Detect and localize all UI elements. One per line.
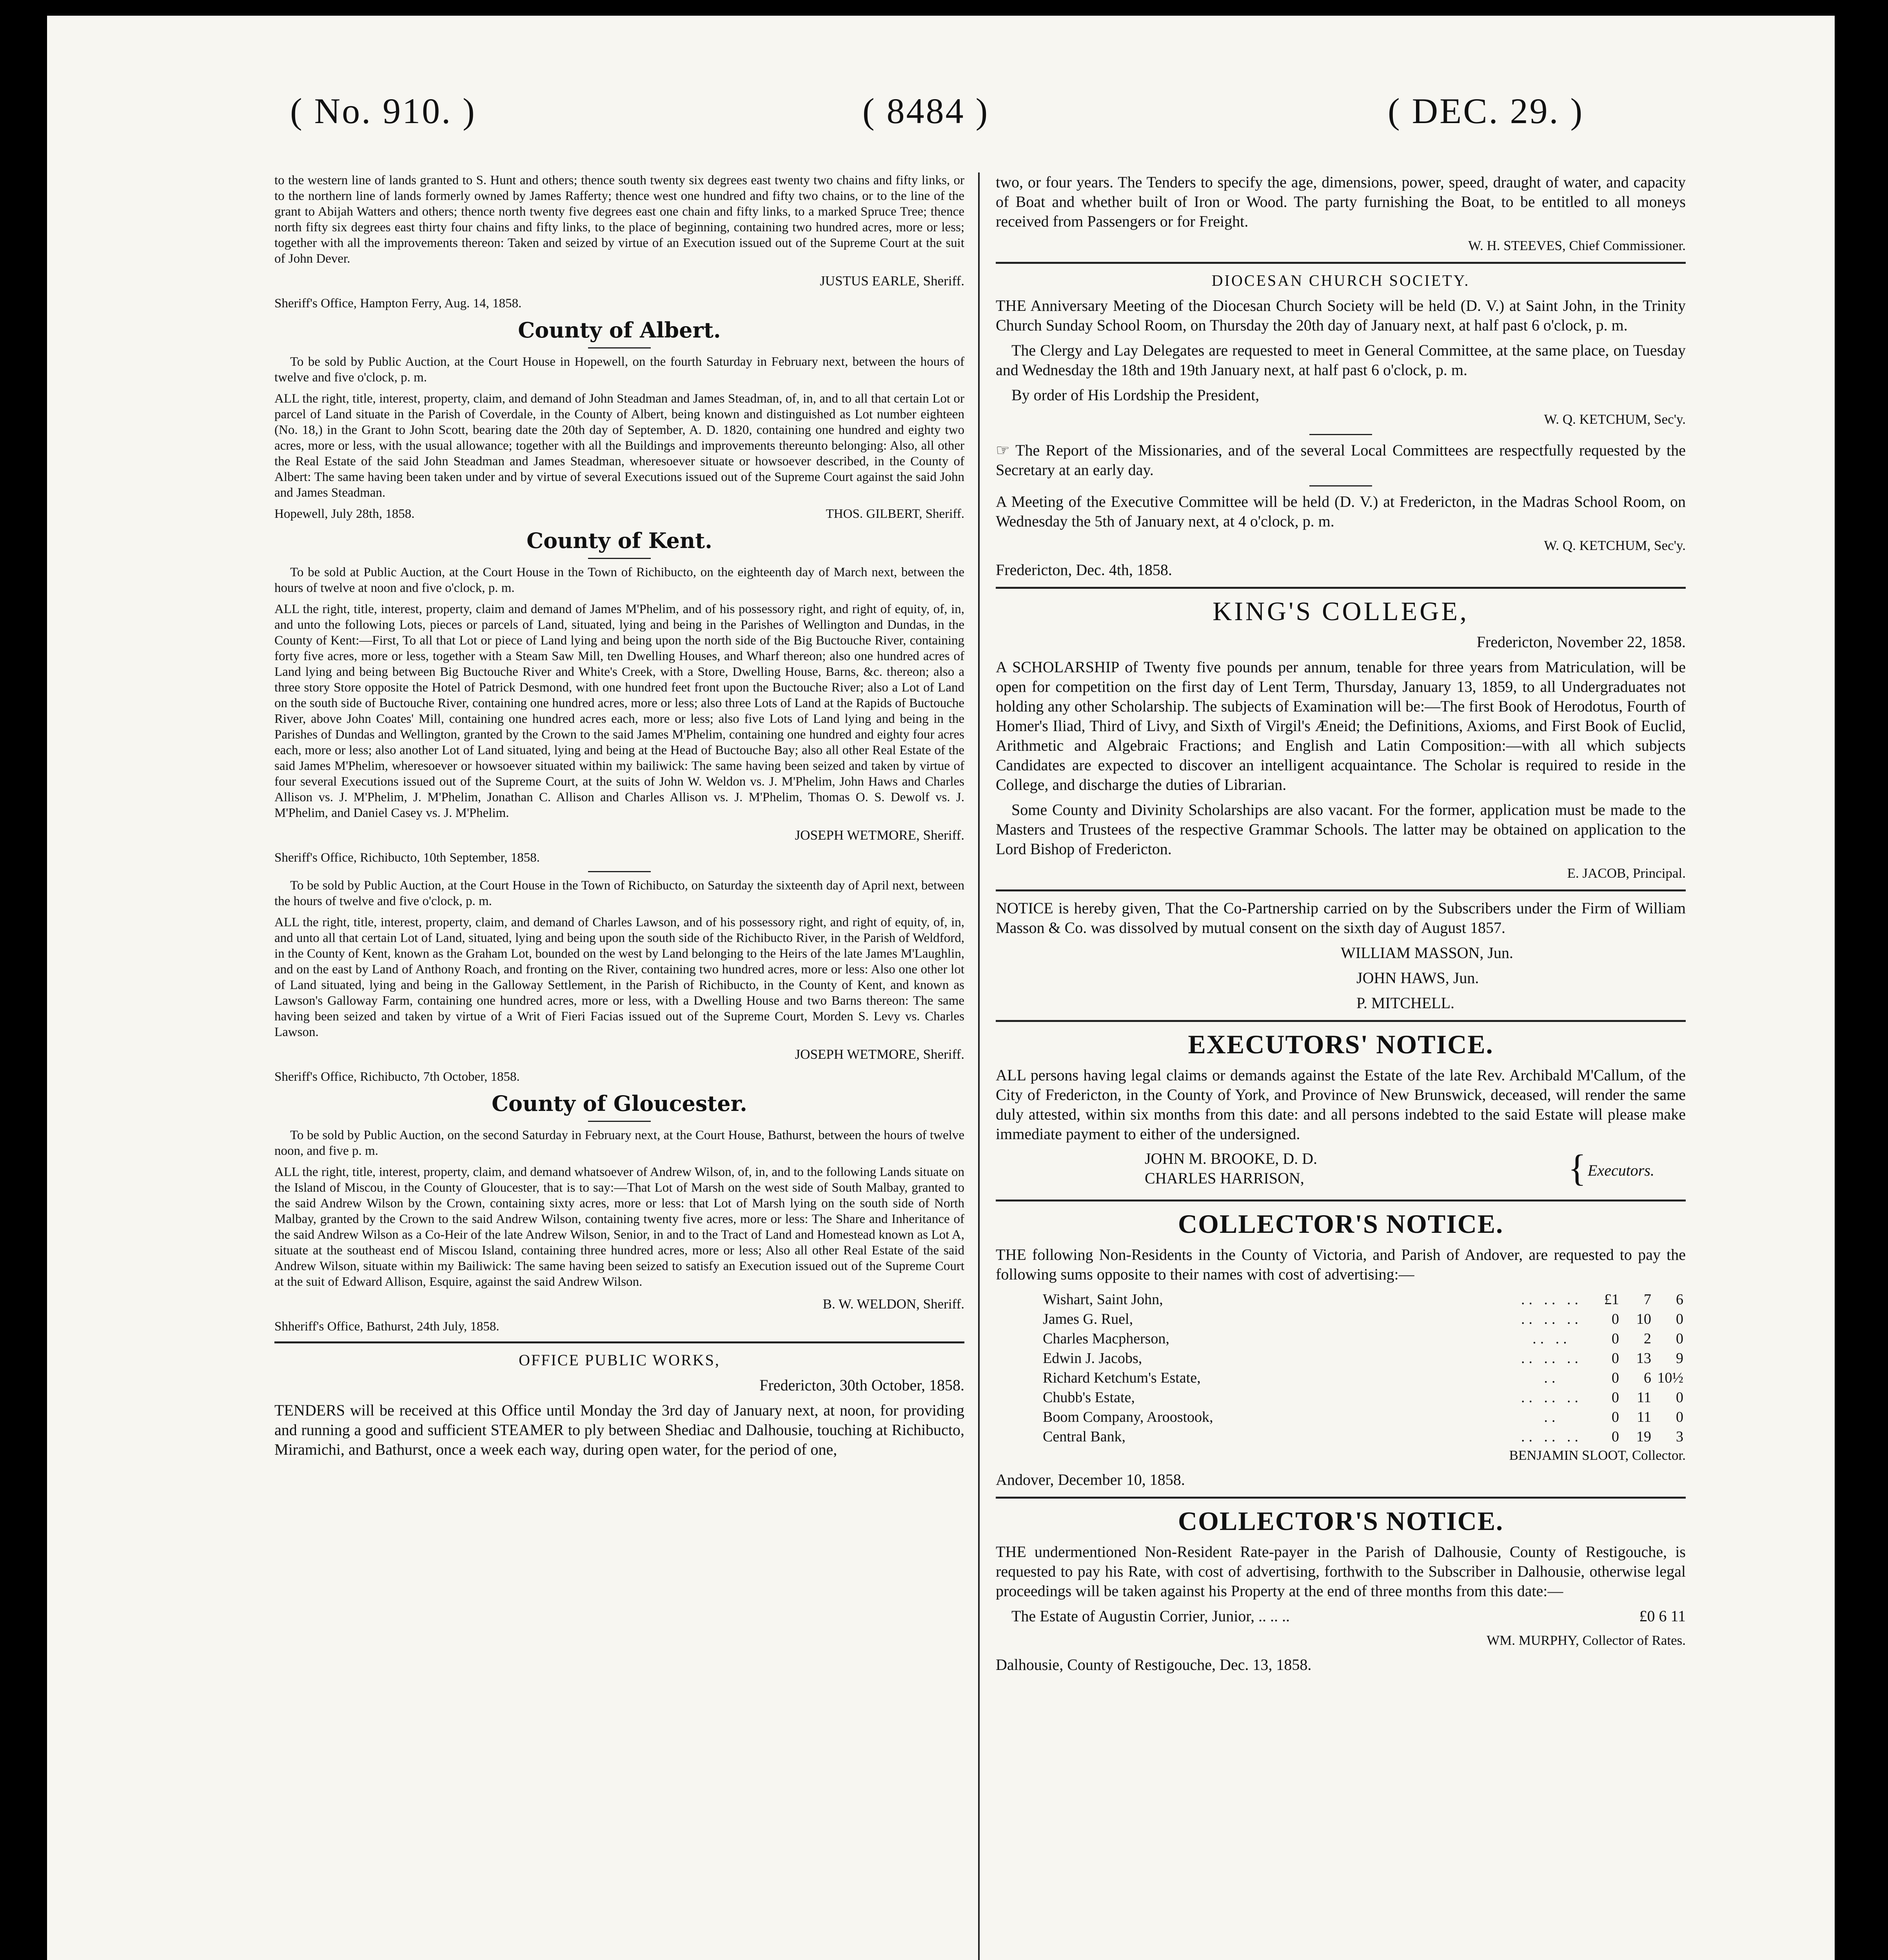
- kent1-date: Sheriff's Office, Richibucto, 10th September, 1858.: [274, 851, 540, 865]
- row-pounds: 0: [1612, 1428, 1619, 1445]
- notice-rule: [1309, 434, 1372, 435]
- albert-heading: County of Albert.: [518, 318, 721, 343]
- row-shillings: 6: [1644, 1370, 1651, 1386]
- kent1-signer: JOSEPH WETMORE, Sheriff.: [795, 828, 964, 843]
- row-pounds: 0: [1612, 1350, 1619, 1367]
- row-name: Wishart, Saint John,: [1043, 1291, 1163, 1308]
- kent1-lead: To be sold at Public Auction, at the Court House in the Town of Richibucto, on the eighteenth day of March next, between the hours of twelve at noon and five o'clock, p. m.: [274, 565, 964, 595]
- kings-college-date: Fredericton, November 22, 1858.: [1476, 633, 1686, 651]
- row-pence: 0: [1676, 1330, 1683, 1347]
- collector2-item: The Estate of Augustin Corrier, Junior, .. .. .. £0 6 11: [1011, 1607, 1686, 1625]
- collector1-date: Andover, December 10, 1858.: [996, 1471, 1185, 1488]
- gloucester-signer: B. W. WELDON, Sheriff.: [822, 1296, 964, 1312]
- executor-1: JOHN M. BROOKE, D. D.: [1145, 1150, 1318, 1167]
- intro-signer: JUSTUS EARLE, Sheriff.: [820, 273, 964, 289]
- opw-title: OFFICE PUBLIC WORKS,: [519, 1351, 720, 1369]
- row-pounds: 0: [1612, 1389, 1619, 1406]
- section-rule: [996, 889, 1686, 891]
- section-rule: [996, 1497, 1686, 1499]
- row-name: Central Bank,: [1043, 1428, 1126, 1445]
- gloucester-lead: To be sold by Public Auction, on the second Saturday in February next, at the Court House, Bathurst, between the hours of twelve noon, and five p. m.: [274, 1128, 964, 1158]
- collector2-heading: COLLECTOR'S NOTICE.: [1178, 1506, 1504, 1536]
- row-pence: 0: [1676, 1409, 1683, 1425]
- dcs-date: Fredericton, Dec. 4th, 1858.: [996, 561, 1172, 579]
- partnership-signer-2: JOHN HAWS, Jun.: [1356, 969, 1479, 987]
- row-pence: 0: [1676, 1389, 1683, 1406]
- section-rule: [274, 1341, 964, 1343]
- row-name: Richard Ketchum's Estate,: [1043, 1370, 1201, 1386]
- table-row: [996, 1290, 1686, 1309]
- collector2-body: THE undermentioned Non-Resident Rate-payer in the Parish of Dalhousie, County of Restigouche, is requested to pay his Rate, with cost of advertising, forthwith to the Subscriber in Dalhousie, otherwise legal proceedings will be taken against his Property at the end of three months from this date:—: [996, 1543, 1686, 1600]
- row-pounds: 0: [1612, 1409, 1619, 1425]
- opw-date: Fredericton, 30th October, 1858.: [759, 1376, 964, 1394]
- column-divider: [978, 172, 980, 1960]
- collector2-date: Dalhousie, County of Restigouche, Dec. 13, 1858.: [996, 1656, 1312, 1673]
- issue-date: ( DEC. 29. ): [1388, 91, 1584, 131]
- collector2-signer: WM. MURPHY, Collector of Rates.: [1487, 1633, 1686, 1648]
- notice-rule: [1309, 485, 1372, 486]
- kent-heading: County of Kent.: [526, 528, 712, 553]
- section-rule: [996, 1020, 1686, 1022]
- row-shillings: 2: [1644, 1330, 1651, 1347]
- gloucester-date: Shheriff's Office, Bathurst, 24th July, 1858.: [274, 1319, 499, 1334]
- row-name: Boom Company, Aroostook,: [1043, 1409, 1213, 1425]
- executors-body: ALL persons having legal claims or demands against the Estate of the late Rev. Archibald M'Callum, of the City of Fredericton, in the County of York, and Province of New Brunswick, deceased, will render the same duly attested, within six months from this date: and all persons indebted to the said Estate will please make immediate payment to either of the undersigned.: [996, 1066, 1686, 1143]
- left-column: [274, 172, 964, 1465]
- row-dots: ..: [1544, 1370, 1559, 1386]
- row-name: Edwin J. Jacobs,: [1043, 1350, 1142, 1367]
- albert-body: ALL the right, title, interest, property, claim, and demand of John Steadman and James Steadman, of, in, and to all that certain Lot or parcel of Land situate in the Parish of Coverdale, in the County of Albert, being known and distinguished as Lot number eighteen (No. 18,) in the Grant to John Scott, bearing date the 20th day of September, A. D. 1820, containing one hundred and eighty two acres, more or less, with the usual allowance; together with all the Buildings and improvements thereunto belonging: Also, all other the Real Estate of the said John Steadman and James Steadman, wheresoever situate or howsoever described, in the County of Albert: The same having been taken under and by virtue of several Executions issued out of the Supreme Court against the said John and James Steadman.: [274, 392, 964, 500]
- dcs-paragraph-5: A Meeting of the Executive Committee will be held (D. V.) at Fredericton, in the Madras School Room, on Wednesday the 5th of January next, at 4 o'clock, p. m.: [996, 493, 1686, 530]
- section-rule: [996, 1200, 1686, 1201]
- row-shillings: 10: [1636, 1311, 1651, 1327]
- row-shillings: 7: [1644, 1291, 1651, 1308]
- table-row: [996, 1427, 1686, 1446]
- row-shillings: 11: [1637, 1389, 1651, 1406]
- kent2-lead: To be sold by Public Auction, at the Court House in the Town of Richibucto, on Saturday the sixteenth day of April next, between the hours of twelve and five o'clock, p. m.: [274, 878, 964, 908]
- gloucester-heading: County of Gloucester.: [492, 1091, 747, 1116]
- row-dots: .. ..: [1532, 1330, 1571, 1347]
- notice-rule: [588, 871, 651, 872]
- brace-icon: {: [1568, 1147, 1587, 1189]
- kings-college-paragraph-2: Some County and Divinity Scholarships are also vacant. For the former, application must be made to the Masters and Trustees of the respective Grammar Schools. The latter may be obtained on application to the Lord Bishop of Fredericton.: [996, 801, 1686, 858]
- dcs-signer-2: W. Q. KETCHUM, Sec'y.: [1544, 538, 1686, 553]
- row-dots: .. .. ..: [1521, 1291, 1582, 1308]
- table-row: [996, 1407, 1686, 1427]
- table-row: [996, 1368, 1686, 1388]
- row-shillings: 19: [1636, 1428, 1651, 1445]
- kent2-date: Sheriff's Office, Richibucto, 7th October, 1858.: [274, 1070, 520, 1084]
- heading-rule: [588, 347, 651, 348]
- executors-signatures: [996, 1149, 1686, 1192]
- collector1-table: [996, 1290, 1686, 1446]
- row-dots: .. .. ..: [1521, 1350, 1582, 1367]
- table-row: [996, 1348, 1686, 1368]
- row-dots: .. .. ..: [1521, 1389, 1582, 1406]
- kings-college-signer: E. JACOB, Principal.: [1567, 866, 1686, 881]
- row-name: Chubb's Estate,: [1043, 1389, 1135, 1406]
- heading-rule: [588, 558, 651, 559]
- dcs-paragraph-4: ☞ The Report of the Missionaries, and of the several Local Committees are respectfully requested by the Secretary at an early day.: [996, 441, 1686, 479]
- dcs-heading: DIOCESAN CHURCH SOCIETY.: [1211, 272, 1470, 289]
- row-name: James G. Ruel,: [1043, 1311, 1133, 1327]
- row-pence: 9: [1676, 1350, 1683, 1367]
- issue-number: ( No. 910. ): [290, 91, 476, 131]
- collector1-body: THE following Non-Residents in the County of Victoria, and Parish of Andover, are requested to pay the following sums opposite to their names with cost of advertising:—: [996, 1246, 1686, 1283]
- opw-continued: two, or four years. The Tenders to specify the age, dimensions, power, speed, draught of water, and capacity of Boat and whether built of Iron or Wood. The party furnishing the Boat, to be entitled to all moneys received from Passengers or for Freight.: [996, 173, 1686, 230]
- section-rule: [996, 587, 1686, 589]
- newspaper-page: [47, 16, 1835, 1960]
- albert-date: Hopewell, July 28th, 1858. THOS. GILBERT, Sheriff.: [274, 507, 964, 521]
- heading-rule: [588, 1121, 651, 1122]
- collector1-signer: BENJAMIN SLOOT, Collector.: [1509, 1448, 1686, 1463]
- kent2-signer: JOSEPH WETMORE, Sheriff.: [795, 1047, 964, 1062]
- collector1-heading: COLLECTOR'S NOTICE.: [1178, 1209, 1504, 1239]
- kent2-body: ALL the right, title, interest, property, claim, and demand of Charles Lawson, and of his possessory right, and right of equity, of, in, and unto all that certain Lot of Land, situated, lying and being upon the south side of the Richibucto River, in the Parish of Weldford, in the County of Kent, known as the Graham Lot, bounded on the west by Land belonging to the Heirs of the late James M'Laughlin, and on the east by Land of Anthony Roach, and fronting on the River, containing two hundred acres, more or less: Also one other lot of Land situated, lying and being in the Galloway Settlement, in the Parish of Richibucto, in the County of Kent, and known as Lawson's Galloway Farm, containing one hundred acres, more or less, with a Dwelling House and two Barns thereon: The same having been seized and taken by virtue of a Writ of Fieri Facias issued out of the Supreme Court, Morden S. Levy vs. Charles Lawson.: [274, 915, 964, 1039]
- row-dots: .. .. ..: [1521, 1311, 1582, 1327]
- dcs-paragraph-2: The Clergy and Lay Delegates are requested to meet in General Committee, at the same place, on Tuesday and Wednesday the 18th and 19th January next, at half past 6 o'clock, p. m.: [996, 341, 1686, 379]
- executors-role: Executors.: [1588, 1161, 1654, 1179]
- row-shillings: 11: [1637, 1409, 1651, 1425]
- row-pence: 3: [1676, 1428, 1683, 1445]
- dcs-signer-1: W. Q. KETCHUM, Sec'y.: [1544, 412, 1686, 427]
- page-number: ( 8484 ): [862, 91, 989, 131]
- row-pounds: 0: [1612, 1370, 1619, 1386]
- executor-2: CHARLES HARRISON,: [1145, 1169, 1304, 1187]
- right-column: [996, 172, 1686, 1680]
- section-rule: [996, 262, 1686, 264]
- partnership-signer-3: P. MITCHELL.: [1356, 994, 1454, 1012]
- row-dots: .. .. ..: [1521, 1428, 1582, 1445]
- opw-body: TENDERS will be received at this Office until Monday the 3rd day of January next, at noon, for providing and running a good and sufficient STEAMER to ply between Shediac and Dalhousie, touching at Richibucto, Miramichi, and Bathurst, once a week each way, during open water, for the period of one,: [274, 1401, 964, 1458]
- row-pence: 0: [1676, 1311, 1683, 1327]
- kent1-body: ALL the right, title, interest, property, claim and demand of James M'Phelim, and of his possessory right, and right of equity, of, in, and unto the following Lots, pieces or parcels of Land, situated, lying and being in the Parishes of Wellington and Dundas, in the County of Kent:—First, To all that Lot or piece of Land lying and being upon the north side of the Big Buctouche River, containing forty five acres, more or less, together with a Steam Saw Mill, ten Dwelling Houses, and Wharf thereon; also one hundred acres of Land lying and being between Big Buctouche River and White's Creek, with a Store, Dwelling House, Barns, &c. thereon; also a three story Store opposite the Hotel of Patrick Desmond, with one hundred feet front upon the Buctouche River; also a Lot of Land on the south side of Buctouche River, containing one hundred acres, more or less; also three Lots of Land at the Rapids of Buctouche River, above John Coates' Mill, containing one hundred acres each, more or less; also five Lots of Land lying and being in the Parishes of Dundas and Wellington, granted by the Crown to the said James M'Phelim, containing one hundred and eighty four acres each, more or less; also another Lot of Land situated, lying and being at the Head of Buctouche Bay; also all other Real Estate of the said James M'Phelim, wheresoever or howsoever situated within my bailiwick: The same having been seized and taken by virtue of four several Executions issued out of the Supreme Court, at the suits of John W. Weldon vs. J. M'Phelim, John Haws and Charles Allison vs. J. M'Phelim, J. M'Phelim, Jonathan C. Allison and Charles Allison vs. J. M'Phelim, Thomas O. S. Dewolf vs. J. M'Phelim, and Daniel Casey vs. J. M'Phelim.: [274, 602, 964, 820]
- partnership-signer-1: WILLIAM MASSON, Jun.: [1341, 944, 1513, 962]
- row-pounds: 0: [1612, 1330, 1619, 1347]
- intro-date: Sheriff's Office, Hampton Ferry, Aug. 14, 1858.: [274, 296, 522, 310]
- row-shillings: 13: [1636, 1350, 1651, 1367]
- table-row: [996, 1329, 1686, 1348]
- row-pence: 6: [1676, 1291, 1683, 1308]
- row-pounds: 0: [1612, 1311, 1619, 1327]
- dcs-paragraph-3: By order of His Lordship the President,: [1011, 386, 1260, 404]
- gloucester-body: ALL the right, title, interest, property, claim, and demand whatsoever of Andrew Wilson, of, in, and to the following Lands situate on the Island of Miscou, in the County of Gloucester, that is to say:—That Lot of Marsh on the west side of South Malbay, granted to the said Andrew Wilson by the Crown, containing sixty acres, more or less: that Lot of Marsh lying on the south side of North Malbay, granted by the Crown to the said Andrew Wilson, containing twenty five acres, more or less: The Share and Inheritance of the said Andrew Wilson as a Co-Heir of the late Andrew Wilson, Senior, in and to the Tract of Land and Homestead known as Lot A, situate at the southeast end of Miscou Island, containing three hundred acres, more or less; Also all other Real Estate of the said Andrew Wilson, situate within my Bailiwick: The same having been seized to satisfy an Execution issued out of the Supreme Court at the suit of Edward Allison, Esquire, against the said Andrew Wilson.: [274, 1165, 964, 1289]
- row-pence: 10½: [1657, 1370, 1683, 1386]
- row-dots: ..: [1544, 1409, 1559, 1425]
- dcs-paragraph-1: THE Anniversary Meeting of the Diocesan Church Society will be held (D. V.) at Saint John, in the Trinity Church Sunday School Room, on Thursday the 20th day of January next, at half past 6 o'clock, p. m.: [996, 297, 1686, 334]
- partnership-notice: NOTICE is hereby given, That the Co-Partnership carried on by the Subscribers under the Firm of William Masson & Co. was dissolved by mutual consent on the sixth day of August 1857.: [996, 899, 1686, 936]
- table-row: [996, 1388, 1686, 1407]
- intro-notice: to the western line of lands granted to S. Hunt and others; thence south twenty six degrees east twenty two chains and fifty links, or to the northern line of lands formerly owned by James Rafferty; thence west one hundred and fifty two chains, or to the line of the grant to Abijah Watters and others; thence north twenty five degrees east one chain and fifty links, to a marked Spruce Tree; thence north fifty six degrees east thirty four chains and fifty links, to the place of beginning, containing two hundred acres, more or less; together with all the improvements thereon: Taken and seized by virtue of an Execution issued out of the Supreme Court at the suit of John Dever.: [274, 173, 964, 266]
- kings-college-heading: KING'S COLLEGE,: [1213, 596, 1469, 626]
- executors-heading: EXECUTORS' NOTICE.: [1188, 1029, 1494, 1059]
- table-row: [996, 1309, 1686, 1329]
- opw-signer: W. H. STEEVES, Chief Commissioner.: [1468, 238, 1686, 253]
- kings-college-paragraph-1: A SCHOLARSHIP of Twenty five pounds per annum, tenable for three years from Matriculation, will be open for competition on the first day of Lent Term, Thursday, January 13, 1859, to all Undergraduates not holding any other Scholarship. The subjects of Examination will be:—The first Book of Herodotus, Fourth of Homer's Iliad, Third of Livy, and Sixth of Virgil's Æneid; the Definitions, Axioms, and First Book of Euclid, Arithmetic and Algebraic Fractions; and English and Latin Composition:—with all which subjects Candidates are expected to discover an intelligent acquaintance. The Scholar is required to reside in the College, and discharge the duties of Librarian.: [996, 658, 1686, 793]
- albert-lead: To be sold by Public Auction, at the Court House in Hopewell, on the fourth Saturday in February next, between the hours of twelve and five o'clock, p. m.: [274, 355, 964, 385]
- row-name: Charles Macpherson,: [1043, 1330, 1169, 1347]
- row-pounds: £1: [1604, 1291, 1619, 1308]
